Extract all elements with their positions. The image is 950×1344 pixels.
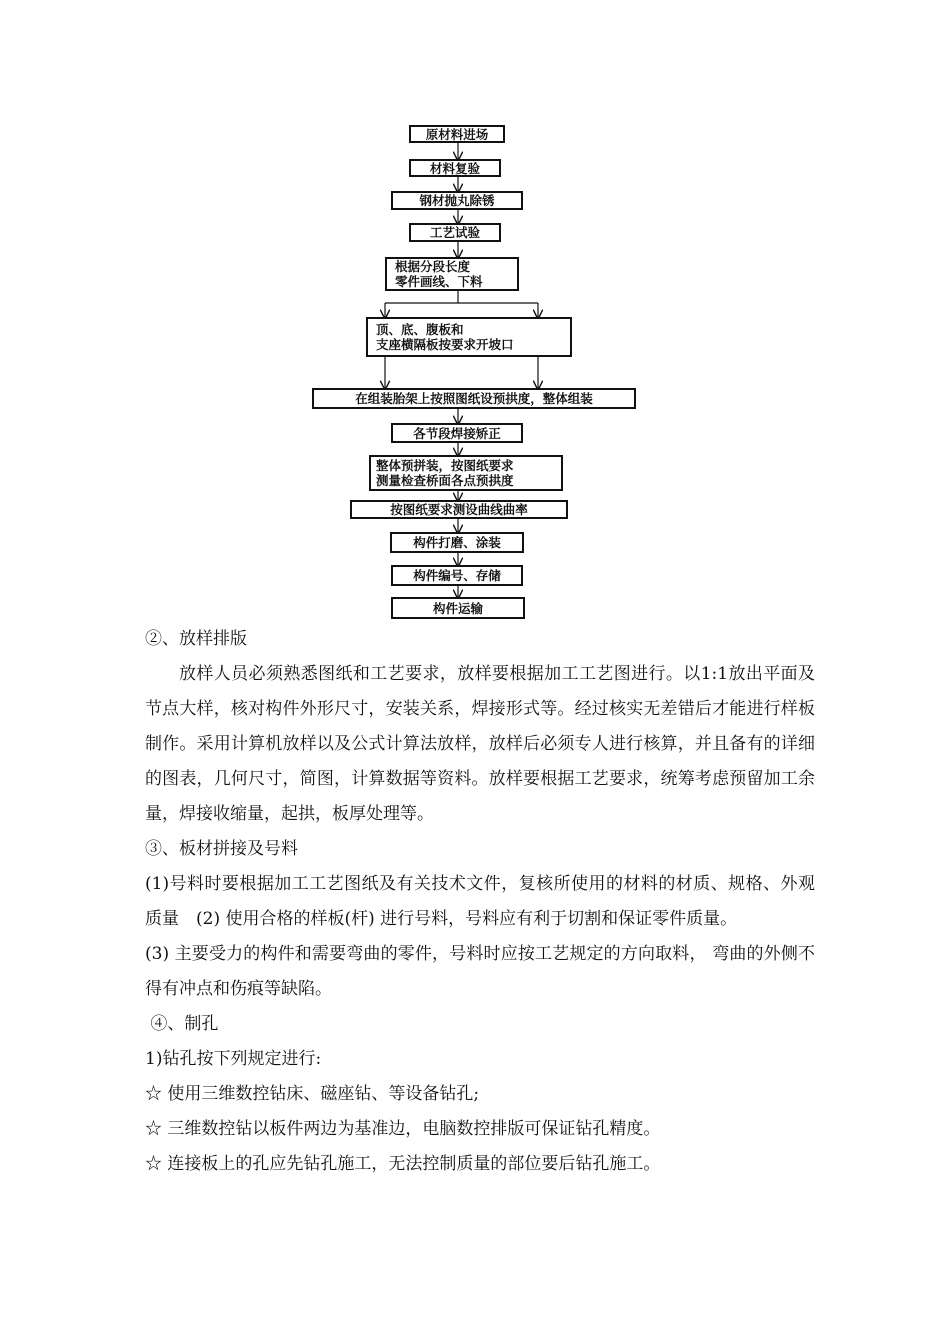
- section-4-paragraph-1: 1)钻孔按下列规定进行:: [145, 1049, 322, 1069]
- flow-step-4: [409, 223, 501, 242]
- section-2-heading: ②、放样排版: [145, 629, 247, 649]
- flow-step-12-line-1: 构件编号、存储: [413, 568, 501, 583]
- flow-step-3-line-1: 钢材抛丸除锈: [419, 193, 495, 208]
- flow-step-7: [312, 388, 636, 409]
- flow-step-8-line-1: 各节段焊接矫正: [413, 425, 501, 441]
- section-4-item-2: ☆ 三维数控钻以板件两边为基准边，电脑数控排版可保证钻孔精度。: [145, 1119, 661, 1139]
- flow-step-9: [369, 455, 563, 491]
- flow-step-2: [409, 159, 501, 177]
- flow-step-5: [385, 257, 519, 291]
- flow-step-1-line-1: 原材料进场: [425, 126, 489, 142]
- flow-step-6: [366, 317, 572, 357]
- section-4-item-3: ☆ 连接板上的孔应先钻孔施工，无法控制质量的部位要后钻孔施工。: [145, 1154, 661, 1174]
- flow-step-9-line-2: 测量检查桥面各点预拱度: [376, 473, 514, 488]
- flow-step-1: [409, 125, 505, 143]
- document-body: [145, 622, 815, 1182]
- section-2-paragraph: 放样人员必须熟悉图纸和工艺要求，放样要根据加工工艺图进行。以1:1放出平面及节点大样，核对构件外形尺寸，安装关系，焊接形式等。经过核实无差错后才能进行样板制作。采用计算机放样以及公式计算法放样，放样后必须专人进行核算，并且备有的详细的图表，几何尺寸，简图，计算数据等资料。放样要根据工艺要求，统筹考虑预留加工余量，焊接收缩量，起拱，板厚处理等。: [145, 664, 815, 824]
- flow-step-11: [390, 532, 524, 553]
- flow-step-8: [391, 423, 523, 443]
- flow-step-5-line-2: 零件画线、下料: [395, 274, 483, 289]
- flow-step-3: [391, 191, 523, 210]
- flow-step-13-line-1: 构件运输: [432, 600, 483, 616]
- process-flowchart: [0, 0, 950, 625]
- flow-step-10-line-1: 按图纸要求测设曲线曲率: [390, 502, 528, 517]
- flow-step-11-line-1: 构件打磨、涂装: [413, 535, 501, 550]
- flow-step-12: [391, 565, 523, 586]
- flow-step-4-line-1: 工艺试验: [429, 225, 480, 240]
- flow-step-2-line-1: 材料复验: [429, 160, 480, 176]
- flow-step-5-line-1: 根据分段长度: [395, 259, 471, 274]
- section-4-item-1: ☆ 使用三维数控钻床、磁座钻、等设备钻孔;: [145, 1084, 480, 1104]
- flow-step-10: [350, 500, 568, 519]
- flow-step-9-line-1: 整体预拼装，按图纸要求: [376, 458, 514, 473]
- flow-step-7-line-1: 在组装胎架上按照图纸设预拱度，整体组装: [355, 391, 593, 406]
- section-4-heading: ④、制孔: [145, 1014, 219, 1034]
- section-3-heading: ③、板材拼接及号料: [145, 839, 298, 859]
- section-3-paragraph-1: (1)号料时要根据加工工艺图纸及有关技术文件，复核所使用的材料的材质、规格、外观质量 (2) 使用合格的样板(杆) 进行号料，号料应有利于切割和保证零件质量。: [145, 874, 815, 929]
- flow-step-6-line-2: 支座横隔板按要求开坡口: [376, 337, 514, 352]
- section-3-paragraph-2: (3) 主要受力的构件和需要弯曲的零件，号料时应按工艺规定的方向取料， 弯曲的外侧不得有冲点和伤痕等缺陷。: [145, 944, 815, 999]
- flow-step-6-line-1: 顶、底、腹板和: [376, 322, 464, 337]
- flow-step-13: [391, 597, 525, 619]
